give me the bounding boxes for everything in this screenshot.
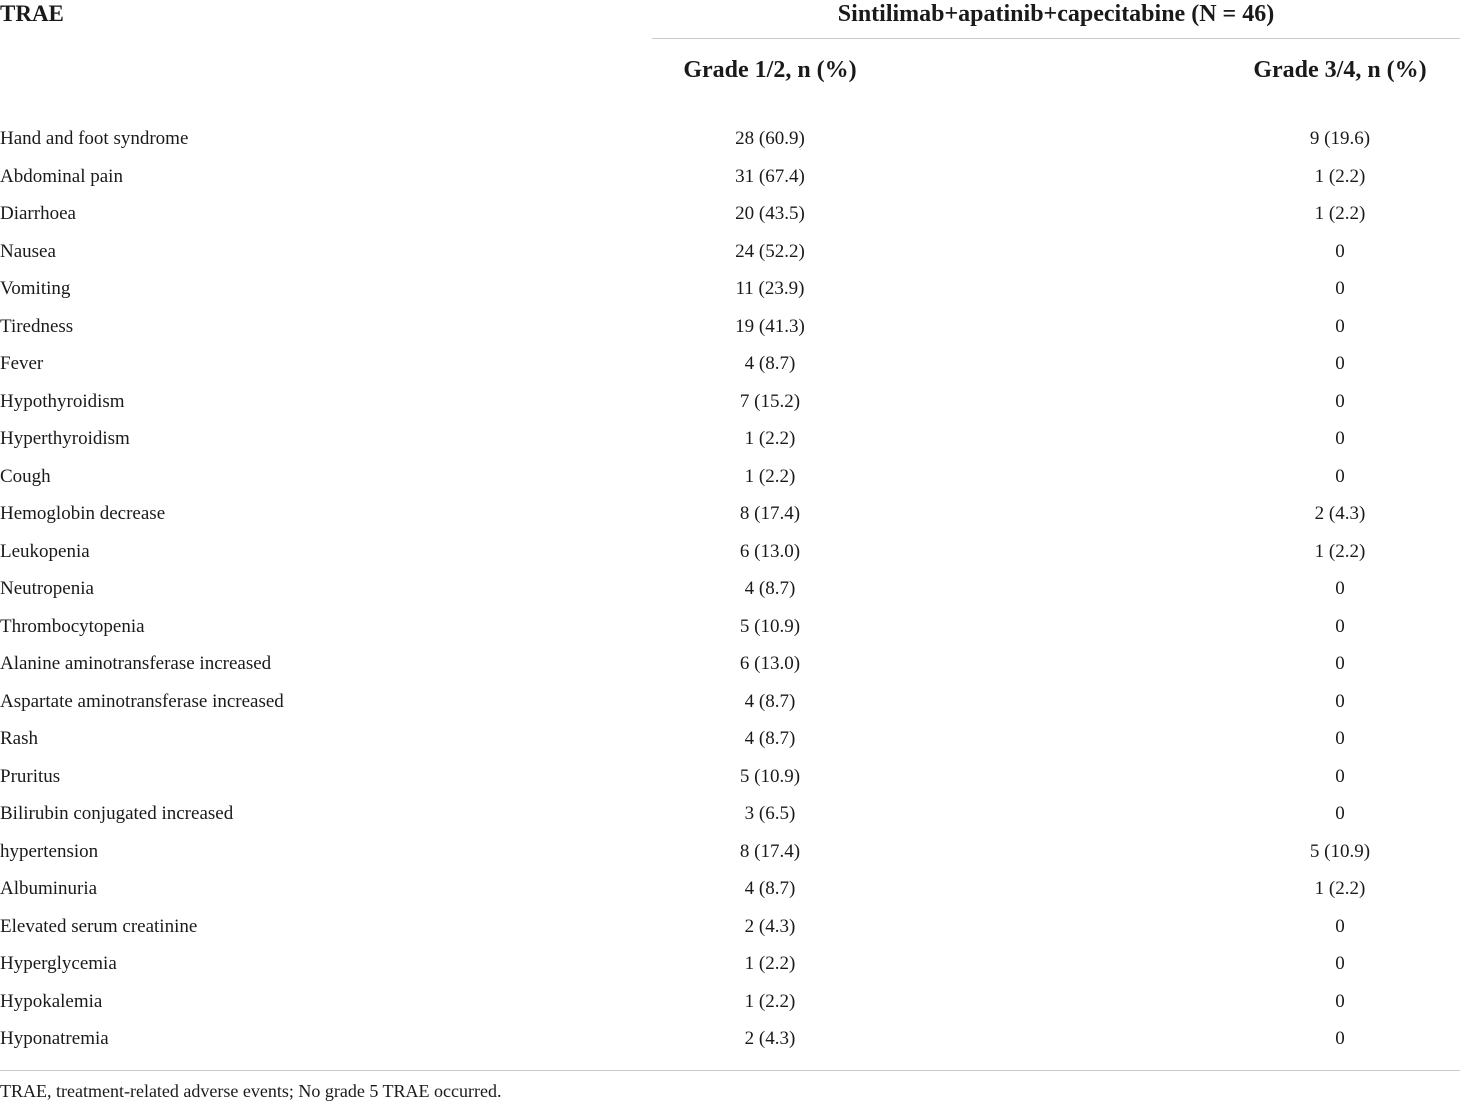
cell-adverse-event: Cough [0,465,51,487]
cell-grade12: 8 (17.4) [739,503,801,524]
table-row [0,383,1460,421]
cell-grade34: 0 [1335,315,1345,337]
cell-grade34: 0 [1335,990,1345,1012]
cell-grade12: 2 (4.3) [744,915,796,937]
table-row [0,120,1460,158]
cell-grade12: 11 (23.9) [735,278,805,299]
table-row [0,345,1460,383]
cell-grade34: 0 [1335,803,1345,824]
table-row [0,570,1460,608]
cell-grade12: 1 (2.2) [744,465,796,487]
table-row [0,720,1460,758]
cell-grade34: 0 [1335,578,1345,599]
cell-grade12: 6 (13.0) [739,540,801,562]
cell-grade12: 28 (60.9) [735,128,805,149]
cell-grade12: 4 (8.7) [744,690,796,712]
cell-adverse-event: Hypokalemia [0,990,103,1012]
table-row [0,233,1460,271]
cell-grade34: 9 (19.6) [1309,128,1371,149]
cell-adverse-event: Leukopenia [0,540,90,562]
table-row [0,645,1460,683]
cell-grade12: 2 (4.3) [744,1028,796,1049]
table-row [0,1020,1460,1058]
cell-adverse-event: Vomiting [0,278,71,299]
cell-grade12: 8 (17.4) [739,840,801,862]
table-row [0,495,1460,533]
table-body [0,120,1460,1058]
cell-adverse-event: Hemoglobin decrease [0,503,166,524]
cell-adverse-event: Tiredness [0,315,74,337]
cell-grade12: 1 (2.2) [744,990,796,1012]
cell-grade34: 0 [1335,278,1345,299]
table-row [0,683,1460,721]
cell-adverse-event: Elevated serum creatinine [0,915,198,937]
cell-adverse-event: Hyperthyroidism [0,428,130,449]
cell-grade12: 5 (10.9) [739,765,801,787]
cell-grade34: 0 [1335,240,1345,262]
cell-adverse-event: Alanine aminotransferase increased [0,653,272,674]
table-row [0,458,1460,496]
cell-adverse-event: Hyperglycemia [0,953,117,974]
cell-grade34: 0 [1335,615,1345,637]
table-row [0,608,1460,646]
cell-grade34: 0 [1335,953,1345,974]
cell-grade12: 20 (43.5) [735,203,805,224]
table-row [0,833,1460,871]
cell-grade34: 5 (10.9) [1309,840,1371,862]
cell-grade34: 1 (2.2) [1314,165,1366,187]
cell-adverse-event: Rash [0,728,38,749]
column-header-grade34: Grade 3/4, n (%) [1253,57,1427,83]
cell-adverse-event: Albuminuria [0,878,98,899]
cell-adverse-event: Thrombocytopenia [0,615,145,637]
cell-grade34: 0 [1335,653,1345,674]
cell-grade34: 0 [1335,390,1345,412]
column-header-trae: TRAE [0,1,64,26]
table-row [0,758,1460,796]
cell-grade34: 0 [1335,765,1345,787]
cell-adverse-event: Hypothyroidism [0,390,125,412]
table-row [0,270,1460,308]
cell-grade34: 1 (2.2) [1314,878,1366,899]
cell-grade34: 0 [1335,1028,1345,1049]
cell-adverse-event: Neutropenia [0,578,94,599]
cell-grade12: 19 (41.3) [735,315,805,337]
table-row [0,870,1460,908]
table-row [0,420,1460,458]
table-row [0,945,1460,983]
cell-grade12: 4 (8.7) [744,353,796,374]
cell-grade12: 4 (8.7) [744,878,796,899]
cell-grade12: 1 (2.2) [744,428,796,449]
table-row [0,533,1460,571]
cell-adverse-event: Hand and foot syndrome [0,128,189,149]
cell-grade34: 0 [1335,465,1345,487]
cell-adverse-event: Nausea [0,240,56,262]
cell-grade34: 1 (2.2) [1314,540,1366,562]
table-row [0,795,1460,833]
cell-grade34: 0 [1335,353,1345,374]
table-row [0,983,1460,1021]
cell-grade12: 24 (52.2) [735,240,805,262]
column-group-header: Sintilimab+apatinib+capecitabine (N = 46) [837,1,1275,27]
cell-grade34: 1 (2.2) [1314,203,1366,224]
cell-adverse-event: Hyponatremia [0,1028,109,1049]
table-row [0,158,1460,196]
footer-divider [0,1070,1460,1071]
cell-grade34: 0 [1335,728,1345,749]
cell-grade12: 4 (8.7) [744,578,796,599]
cell-adverse-event: Diarrhoea [0,203,76,224]
cell-adverse-event: hypertension [0,840,99,862]
cell-grade12: 31 (67.4) [735,165,805,187]
cell-adverse-event: Aspartate aminotransferase increased [0,690,284,712]
cell-grade34: 2 (4.3) [1314,503,1366,524]
cell-grade12: 7 (15.2) [739,390,801,412]
table-row [0,308,1460,346]
cell-grade12: 1 (2.2) [744,953,796,974]
cell-grade34: 0 [1335,428,1345,449]
cell-adverse-event: Bilirubin conjugated increased [0,803,234,824]
cell-adverse-event: Abdominal pain [0,165,123,187]
cell-grade34: 0 [1335,690,1345,712]
cell-grade34: 0 [1335,915,1345,937]
table-footnote: TRAE, treatment-related adverse events; No grade 5 TRAE occurred. [0,1081,502,1101]
cell-adverse-event: Fever [0,353,44,374]
cell-adverse-event: Pruritus [0,765,61,787]
header-divider [652,38,1460,39]
column-header-grade12: Grade 1/2, n (%) [683,57,857,83]
cell-grade12: 5 (10.9) [739,615,801,637]
cell-grade12: 4 (8.7) [744,728,796,749]
table-row [0,908,1460,946]
cell-grade12: 6 (13.0) [739,653,801,674]
cell-grade12: 3 (6.5) [744,803,796,824]
table-row [0,195,1460,233]
